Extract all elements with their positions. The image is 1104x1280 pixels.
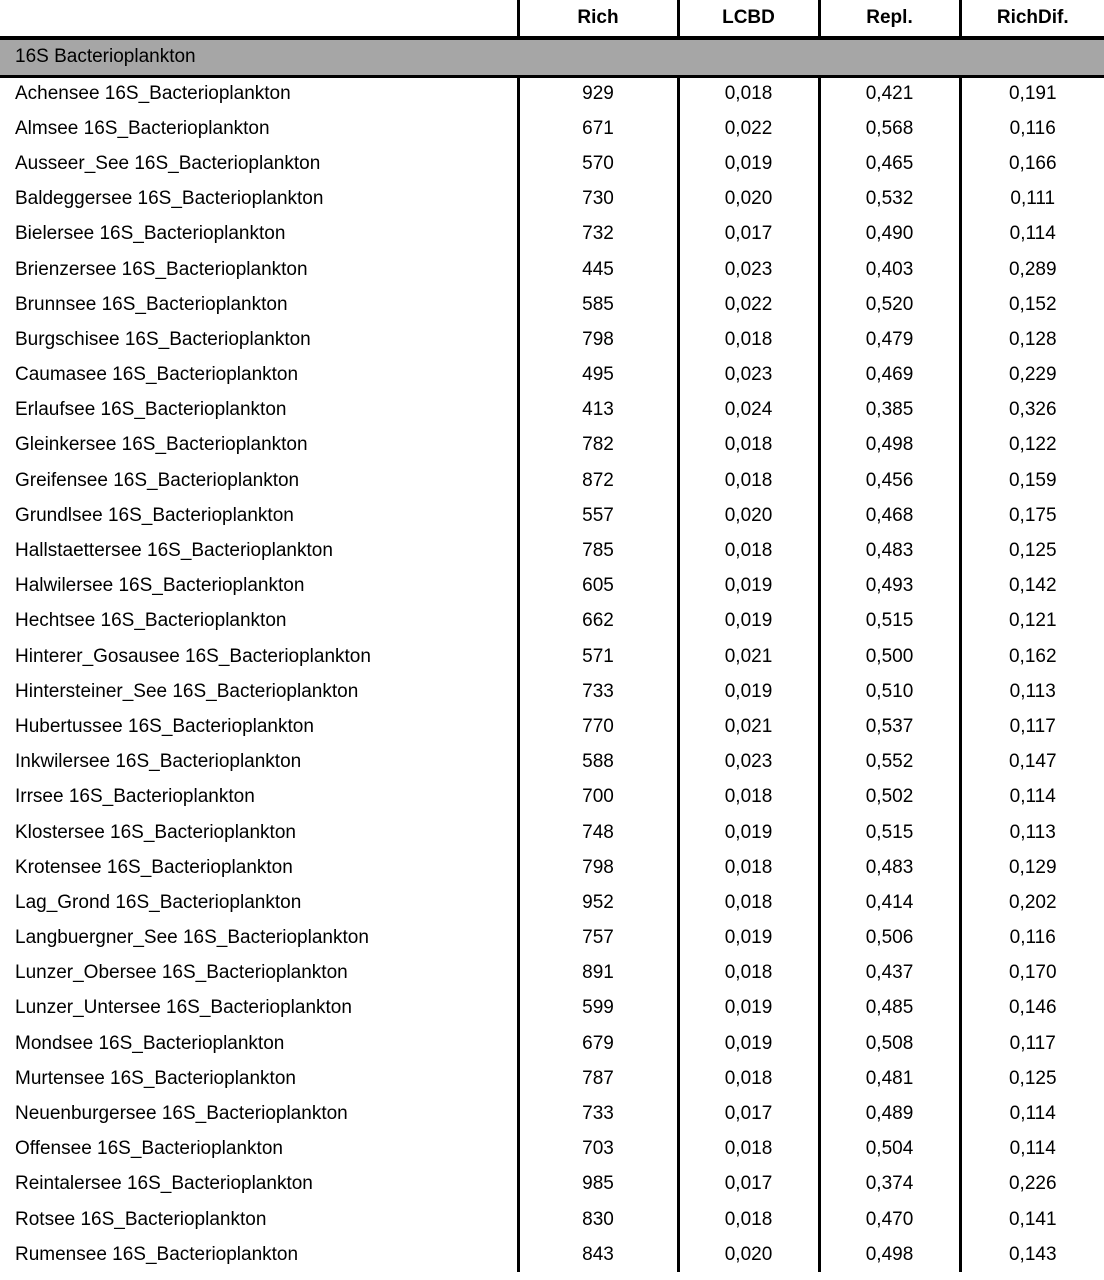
cell-rich: 605 xyxy=(518,569,678,604)
cell-lake-name: Mondsee 16S_Bacterioplankton xyxy=(15,1032,285,1054)
cell-rich: 571 xyxy=(518,639,678,674)
cell-repl: 0,483 xyxy=(819,533,960,568)
cell-richdif: 0,128 xyxy=(960,322,1104,357)
cell-richdif: 0,129 xyxy=(960,850,1104,885)
cell-rich: 929 xyxy=(518,76,678,111)
cell-richdif: 0,121 xyxy=(960,604,1104,639)
cell-lake-name: Caumasee 16S_Bacterioplankton xyxy=(15,364,299,386)
cell-rich: 830 xyxy=(518,1202,678,1237)
cell-rich: 662 xyxy=(518,604,678,639)
cell-lake-name: Greifensee 16S_Bacterioplankton xyxy=(15,469,300,491)
table-row xyxy=(0,885,1104,920)
cell-repl: 0,414 xyxy=(819,885,960,920)
cell-richdif: 0,170 xyxy=(960,956,1104,991)
cell-rich: 733 xyxy=(518,1096,678,1131)
cell-lcbd: 0,018 xyxy=(678,1061,819,1096)
cell-repl: 0,481 xyxy=(819,1061,960,1096)
table-row xyxy=(0,358,1104,393)
header-cell-name xyxy=(0,0,518,38)
table-row xyxy=(0,604,1104,639)
cell-repl: 0,520 xyxy=(819,287,960,322)
header-row xyxy=(0,0,1104,38)
cell-lcbd: 0,018 xyxy=(678,322,819,357)
cell-lcbd: 0,019 xyxy=(678,1026,819,1061)
cell-repl: 0,500 xyxy=(819,639,960,674)
cell-lcbd: 0,019 xyxy=(678,991,819,1026)
cell-lake-name: Langbuergner_See 16S_Bacterioplankton xyxy=(15,927,369,949)
cell-richdif: 0,289 xyxy=(960,252,1104,287)
cell-repl: 0,498 xyxy=(819,428,960,463)
cell-rich: 557 xyxy=(518,498,678,533)
cell-repl: 0,437 xyxy=(819,956,960,991)
cell-rich: 599 xyxy=(518,991,678,1026)
cell-richdif: 0,226 xyxy=(960,1167,1104,1202)
table-row xyxy=(0,1061,1104,1096)
cell-richdif: 0,117 xyxy=(960,1026,1104,1061)
cell-lcbd: 0,020 xyxy=(678,182,819,217)
cell-lake-name: Ausseer_See 16S_Bacterioplankton xyxy=(15,152,321,174)
cell-lake-name: Murtensee 16S_Bacterioplankton xyxy=(15,1067,296,1089)
cell-richdif: 0,152 xyxy=(960,287,1104,322)
cell-rich: 748 xyxy=(518,815,678,850)
cell-repl: 0,502 xyxy=(819,780,960,815)
cell-richdif: 0,166 xyxy=(960,146,1104,181)
cell-richdif: 0,326 xyxy=(960,393,1104,428)
cell-richdif: 0,114 xyxy=(960,217,1104,252)
cell-rich: 872 xyxy=(518,463,678,498)
cell-lake-name: Offensee 16S_Bacterioplankton xyxy=(15,1138,283,1160)
table-row xyxy=(0,780,1104,815)
cell-repl: 0,489 xyxy=(819,1096,960,1131)
cell-lake-name: Bielersee 16S_Bacterioplankton xyxy=(15,223,286,245)
table-row xyxy=(0,1202,1104,1237)
cell-repl: 0,504 xyxy=(819,1132,960,1167)
table-row xyxy=(0,322,1104,357)
cell-lake-name: Klostersee 16S_Bacterioplankton xyxy=(15,821,296,843)
header-cell-repl: Repl. xyxy=(819,0,960,38)
cell-richdif: 0,191 xyxy=(960,76,1104,111)
table-body xyxy=(0,76,1104,1272)
cell-rich: 671 xyxy=(518,111,678,146)
table-row xyxy=(0,1237,1104,1272)
table-row xyxy=(0,815,1104,850)
group-label: 16S Bacterioplankton xyxy=(0,38,1104,76)
cell-rich: 413 xyxy=(518,393,678,428)
cell-lcbd: 0,018 xyxy=(678,533,819,568)
table-row xyxy=(0,182,1104,217)
cell-rich: 733 xyxy=(518,674,678,709)
cell-lcbd: 0,023 xyxy=(678,358,819,393)
cell-lake-name: Gleinkersee 16S_Bacterioplankton xyxy=(15,434,308,456)
cell-richdif: 0,111 xyxy=(960,182,1104,217)
cell-lake-name: Lag_Grond 16S_Bacterioplankton xyxy=(15,891,302,913)
cell-lcbd: 0,019 xyxy=(678,569,819,604)
cell-lake-name: Neuenburgersee 16S_Bacterioplankton xyxy=(15,1103,348,1125)
cell-lake-name: Krotensee 16S_Bacterioplankton xyxy=(15,856,293,878)
cell-lake-name: Almsee 16S_Bacterioplankton xyxy=(15,117,270,139)
cell-repl: 0,469 xyxy=(819,358,960,393)
cell-lcbd: 0,018 xyxy=(678,76,819,111)
cell-richdif: 0,117 xyxy=(960,709,1104,744)
cell-richdif: 0,229 xyxy=(960,358,1104,393)
cell-lake-name: Baldeggersee 16S_Bacterioplankton xyxy=(15,188,324,210)
cell-repl: 0,479 xyxy=(819,322,960,357)
cell-lake-name: Hinterer_Gosausee 16S_Bacterioplankton xyxy=(15,645,371,667)
cell-repl: 0,385 xyxy=(819,393,960,428)
cell-lake-name: Lunzer_Obersee 16S_Bacterioplankton xyxy=(15,962,348,984)
cell-lcbd: 0,017 xyxy=(678,217,819,252)
cell-rich: 679 xyxy=(518,1026,678,1061)
table-row xyxy=(0,991,1104,1026)
table-row xyxy=(0,1167,1104,1202)
cell-richdif: 0,159 xyxy=(960,463,1104,498)
cell-rich: 782 xyxy=(518,428,678,463)
table-row xyxy=(0,287,1104,322)
table-row xyxy=(0,745,1104,780)
cell-lcbd: 0,023 xyxy=(678,252,819,287)
cell-rich: 757 xyxy=(518,921,678,956)
cell-rich: 495 xyxy=(518,358,678,393)
cell-lake-name: Hintersteiner_See 16S_Bacterioplankton xyxy=(15,680,359,702)
cell-lcbd: 0,017 xyxy=(678,1096,819,1131)
cell-lake-name: Burgschisee 16S_Bacterioplankton xyxy=(15,328,311,350)
cell-rich: 798 xyxy=(518,850,678,885)
cell-lake-name: Achensee 16S_Bacterioplankton xyxy=(15,83,291,105)
group-header-row xyxy=(0,38,1104,76)
cell-repl: 0,568 xyxy=(819,111,960,146)
cell-lake-name: Hubertussee 16S_Bacterioplankton xyxy=(15,715,314,737)
cell-richdif: 0,125 xyxy=(960,533,1104,568)
cell-richdif: 0,202 xyxy=(960,885,1104,920)
cell-richdif: 0,175 xyxy=(960,498,1104,533)
cell-lcbd: 0,018 xyxy=(678,1132,819,1167)
cell-repl: 0,483 xyxy=(819,850,960,885)
cell-rich: 798 xyxy=(518,322,678,357)
table-row xyxy=(0,252,1104,287)
cell-richdif: 0,114 xyxy=(960,1096,1104,1131)
cell-lcbd: 0,018 xyxy=(678,463,819,498)
cell-repl: 0,532 xyxy=(819,182,960,217)
cell-richdif: 0,122 xyxy=(960,428,1104,463)
cell-lake-name: Rumensee 16S_Bacterioplankton xyxy=(15,1243,299,1265)
table-row xyxy=(0,463,1104,498)
cell-rich: 445 xyxy=(518,252,678,287)
cell-lcbd: 0,019 xyxy=(678,146,819,181)
cell-lcbd: 0,017 xyxy=(678,1167,819,1202)
table-row xyxy=(0,76,1104,111)
table-row xyxy=(0,850,1104,885)
cell-richdif: 0,116 xyxy=(960,921,1104,956)
cell-richdif: 0,116 xyxy=(960,111,1104,146)
cell-lcbd: 0,023 xyxy=(678,745,819,780)
cell-lcbd: 0,019 xyxy=(678,604,819,639)
table-row xyxy=(0,674,1104,709)
table-row xyxy=(0,393,1104,428)
cell-richdif: 0,162 xyxy=(960,639,1104,674)
table-row xyxy=(0,1096,1104,1131)
table-header xyxy=(0,0,1104,38)
cell-repl: 0,552 xyxy=(819,745,960,780)
cell-repl: 0,510 xyxy=(819,674,960,709)
cell-rich: 787 xyxy=(518,1061,678,1096)
cell-repl: 0,515 xyxy=(819,604,960,639)
cell-lcbd: 0,021 xyxy=(678,709,819,744)
cell-richdif: 0,114 xyxy=(960,1132,1104,1167)
cell-richdif: 0,125 xyxy=(960,1061,1104,1096)
table-row xyxy=(0,921,1104,956)
cell-rich: 730 xyxy=(518,182,678,217)
cell-lcbd: 0,021 xyxy=(678,639,819,674)
table-group xyxy=(0,38,1104,76)
cell-rich: 700 xyxy=(518,780,678,815)
cell-repl: 0,465 xyxy=(819,146,960,181)
cell-repl: 0,506 xyxy=(819,921,960,956)
cell-richdif: 0,113 xyxy=(960,815,1104,850)
cell-lcbd: 0,020 xyxy=(678,1237,819,1272)
cell-lake-name: Brunnsee 16S_Bacterioplankton xyxy=(15,293,288,315)
cell-richdif: 0,113 xyxy=(960,674,1104,709)
cell-repl: 0,374 xyxy=(819,1167,960,1202)
table-row xyxy=(0,533,1104,568)
cell-rich: 952 xyxy=(518,885,678,920)
cell-rich: 703 xyxy=(518,1132,678,1167)
cell-repl: 0,498 xyxy=(819,1237,960,1272)
cell-rich: 588 xyxy=(518,745,678,780)
cell-rich: 585 xyxy=(518,287,678,322)
cell-repl: 0,493 xyxy=(819,569,960,604)
cell-lake-name: Hallstaettersee 16S_Bacterioplankton xyxy=(15,540,333,562)
table-row xyxy=(0,1026,1104,1061)
cell-richdif: 0,147 xyxy=(960,745,1104,780)
table-row xyxy=(0,146,1104,181)
cell-richdif: 0,146 xyxy=(960,991,1104,1026)
cell-lake-name: Irrsee 16S_Bacterioplankton xyxy=(15,786,255,808)
cell-lcbd: 0,022 xyxy=(678,287,819,322)
cell-repl: 0,456 xyxy=(819,463,960,498)
cell-lake-name: Hechtsee 16S_Bacterioplankton xyxy=(15,610,287,632)
cell-rich: 770 xyxy=(518,709,678,744)
cell-rich: 891 xyxy=(518,956,678,991)
cell-rich: 985 xyxy=(518,1167,678,1202)
cell-rich: 732 xyxy=(518,217,678,252)
cell-lcbd: 0,018 xyxy=(678,956,819,991)
cell-richdif: 0,141 xyxy=(960,1202,1104,1237)
cell-lcbd: 0,019 xyxy=(678,921,819,956)
table-row xyxy=(0,428,1104,463)
table-row xyxy=(0,956,1104,991)
cell-rich: 570 xyxy=(518,146,678,181)
cell-lcbd: 0,018 xyxy=(678,1202,819,1237)
table-row xyxy=(0,1132,1104,1167)
cell-richdif: 0,142 xyxy=(960,569,1104,604)
cell-lake-name: Halwilersee 16S_Bacterioplankton xyxy=(15,575,305,597)
cell-richdif: 0,114 xyxy=(960,780,1104,815)
cell-rich: 785 xyxy=(518,533,678,568)
cell-repl: 0,468 xyxy=(819,498,960,533)
cell-lcbd: 0,018 xyxy=(678,850,819,885)
table-row xyxy=(0,111,1104,146)
cell-repl: 0,515 xyxy=(819,815,960,850)
cell-lake-name: Erlaufsee 16S_Bacterioplankton xyxy=(15,399,287,421)
header-cell-lcbd: LCBD xyxy=(678,0,819,38)
cell-rich: 843 xyxy=(518,1237,678,1272)
cell-repl: 0,470 xyxy=(819,1202,960,1237)
table-row xyxy=(0,569,1104,604)
cell-lake-name: Brienzersee 16S_Bacterioplankton xyxy=(15,258,308,280)
header-cell-rich: Rich xyxy=(518,0,678,38)
cell-lake-name: Reintalersee 16S_Bacterioplankton xyxy=(15,1173,313,1195)
cell-lake-name: Rotsee 16S_Bacterioplankton xyxy=(15,1208,267,1230)
cell-lcbd: 0,018 xyxy=(678,780,819,815)
table-row xyxy=(0,217,1104,252)
cell-lcbd: 0,024 xyxy=(678,393,819,428)
table-row xyxy=(0,639,1104,674)
cell-repl: 0,537 xyxy=(819,709,960,744)
cell-richdif: 0,143 xyxy=(960,1237,1104,1272)
cell-lake-name: Inkwilersee 16S_Bacterioplankton xyxy=(15,751,302,773)
table-row xyxy=(0,709,1104,744)
cell-lcbd: 0,019 xyxy=(678,815,819,850)
cell-repl: 0,490 xyxy=(819,217,960,252)
cell-lcbd: 0,018 xyxy=(678,885,819,920)
cell-lake-name: Lunzer_Untersee 16S_Bacterioplankton xyxy=(15,997,352,1019)
table-row xyxy=(0,498,1104,533)
cell-repl: 0,421 xyxy=(819,76,960,111)
cell-repl: 0,485 xyxy=(819,991,960,1026)
cell-repl: 0,403 xyxy=(819,252,960,287)
cell-repl: 0,508 xyxy=(819,1026,960,1061)
header-cell-richdif: RichDif. xyxy=(960,0,1104,38)
cell-lcbd: 0,018 xyxy=(678,428,819,463)
cell-lcbd: 0,019 xyxy=(678,674,819,709)
cell-lcbd: 0,020 xyxy=(678,498,819,533)
cell-lake-name: Grundlsee 16S_Bacterioplankton xyxy=(15,504,294,526)
cell-lcbd: 0,022 xyxy=(678,111,819,146)
